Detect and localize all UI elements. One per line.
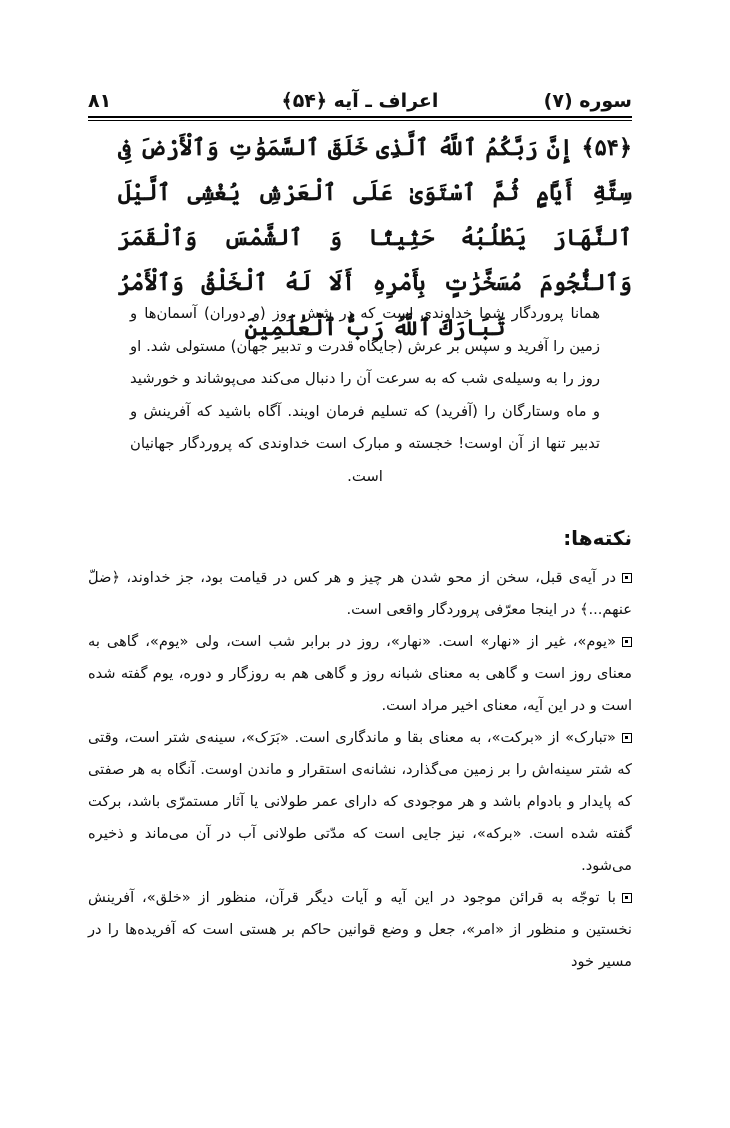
- page-number: ۸۱: [88, 90, 112, 112]
- header-rule: [88, 116, 632, 118]
- bullet-icon: [622, 733, 632, 743]
- verse-translation: همانا پروردگار شما خداوندی است که در شش روز (و دوران) آسمان‌ها و زمین را آفرید و سپس بر عرش (جایگاه قدرت و تدبیر جهان) مستولی شد. او روز را به وسیله‌ی شب که به سرعت آن را دنبال می‌کند می‌پوشاند و خورشید و ماه وستارگان را (آفرید) که تسلیم فرمان اویند. آگاه باشید که آفرینش و تدبیر تنها از آن اوست! خجسته و مبارک است خداوندی که پروردگار جهانیان است.: [130, 305, 600, 485]
- page-header: [88, 84, 632, 112]
- bullet-icon: [622, 893, 632, 903]
- bullet-icon: [622, 637, 632, 647]
- header-rule-thin: [88, 120, 632, 121]
- note-item: [88, 722, 632, 882]
- surah-label: سوره (۷): [543, 90, 632, 112]
- note-item: [88, 882, 632, 978]
- note-item: [88, 626, 632, 722]
- note-text: با توجّه به قرائن موجود در این آیه و آیات دیگر قرآن، منظور از «خلق»، آفرینش نخستین و منظور از «امر»، جعل و وضع قوانین حاکم بر هستی است که آفریده‌ها را در مسیر خود: [88, 889, 632, 970]
- notes-list: [88, 562, 632, 978]
- notes-heading: نکته‌ها:: [563, 526, 632, 550]
- bullet-icon: [622, 573, 632, 583]
- note-text: در آیه‌ی قبل، سخن از محو شدن هر چیز و هر کس در قیامت بود، جز خداوند، ﴿ضلّ عنهم...﴾ در اینجا معرّفی پروردگار واقعی است.: [88, 569, 632, 618]
- verse-reference: اعراف ـ آیه ﴿۵۴﴾: [281, 90, 439, 112]
- note-text: «تبارک» از «برکت»، به معنای بقا و ماندگاری است. «بَرَک»، سینه‌ی شتر است، وقتی که شتر سینه‌اش را بر زمین می‌گذارد، نشانه‌ی استقرار و ماندن اوست. آنگاه به هر صفتی که پایدار و بادوام باشد و هر موجودی که دارای عمر طولانی یا آثار مستمرّی باشد، برکت گفته شده است. «برکه»، نیز جایی است که مدّتی طولانی آب در آن می‌ماند و ذخیره می‌شود.: [88, 729, 632, 874]
- quran-verse: ﴿۵۴﴾ إِنَّ رَبَّكُمُ ٱللَّهُ ٱلَّذِى خَلَقَ ٱلسَّمَوَٰتِ وَٱلْأَرْضَ فِى سِتَّةِ أَيَّامٍ ثُمَّ ٱسْتَوَىٰ عَلَى ٱلْعَرْشِ يُغْشِى ٱلَّيْلَ ٱلنَّهَارَ يَطْلُبُهُ حَثِيثًا وَ ٱلشَّمْسَ وَٱلْقَمَرَ وَٱلنُّجُومَ مُسَخَّرَٰتٍ بِأَمْرِهِ أَلَا لَهُ ٱلْخَلْقُ وَٱلْأَمْرُ تَبَارَكَ ٱللَّهُ رَبُّ ٱلْعَٰلَمِينَ: [118, 135, 632, 341]
- note-item: [88, 562, 632, 626]
- note-text: «یوم»، غیر از «نهار» است. «نهار»، روز در برابر شب است، ولی «یوم»، گاهی به معنای روز است و گاهی به معنای شبانه روز و گاهی هم به روزگار و دوره، یوم گفته شده است و در این آیه، معنای اخیر مراد است.: [88, 633, 632, 714]
